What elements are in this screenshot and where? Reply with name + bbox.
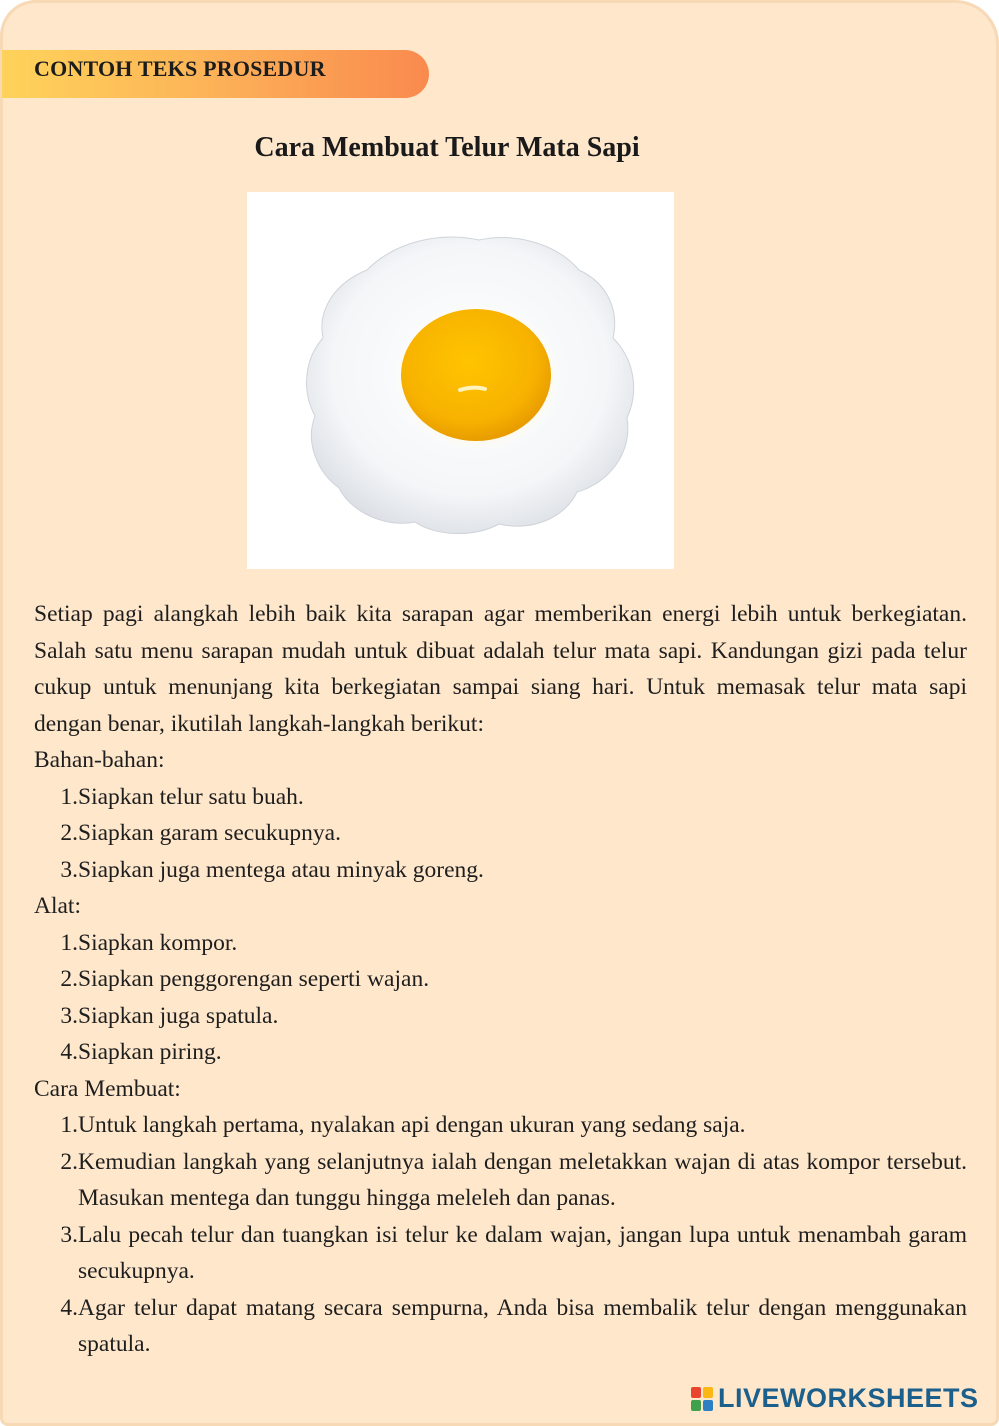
section-label-steps: Cara Membuat: [34,1075,181,1102]
list-item: 3. Siapkan juga spatula. [60,1002,279,1029]
fried-egg-icon [247,192,674,569]
ingredients-list [34,779,967,889]
intro-paragraph: Setiap pagi alangkah lebih baik kita sarapan agar memberikan energi lebih untuk berkegiatan. Salah satu menu sarapan mudah untuk dibuat adalah telur mata sapi. Kandungan gizi pada telur cukup untuk menunjang kita berkegiatan sampai siang hari. Untuk memasak telur mata sapi dengan benar, ikutilah langkah-langkah berikut: [34,601,967,737]
list-item: 1. Siapkan telur satu buah. [60,783,304,810]
ingredients-section [34,742,967,888]
procedure-text [34,596,967,1363]
steps-list [34,1107,967,1363]
tools-section [34,888,967,1071]
section-label-ingredients: Bahan-bahan: [34,747,165,773]
egg-yolk [401,309,551,441]
list-item: 3. Siapkan juga mentega atau minyak goreng. [60,856,484,883]
list-item: 4. Siapkan piring. [60,1039,222,1065]
tools-list [34,925,967,1071]
list-item: 2. Siapkan penggorengan seperti wajan. [60,966,430,992]
steps-section [34,1071,967,1363]
list-item: 1. Siapkan kompor. [60,929,238,956]
fried-egg-image [247,192,674,569]
banner-label: CONTOH TEKS PROSEDUR [34,56,326,81]
list-item: 1. Untuk langkah pertama, nyalakan api dengan ukuran yang sedang saja. [60,1112,746,1138]
list-item: 4. Agar telur dapat matang secara sempurna, Anda bisa membalik telur dengan menggunakan spatula. [60,1294,967,1357]
list-item: 2. Siapkan garam secukupnya. [60,820,341,846]
watermark-text: LIVEWORKSHEETS [718,1383,979,1413]
watermark [690,1383,979,1414]
page-title: Cara Membuat Telur Mata Sapi [254,132,640,163]
list-item: 3. Lalu pecah telur dan tuangkan isi telur ke dalam wajan, jangan lupa untuk menambah garam secukupnya. [60,1221,967,1284]
liveworksheets-logo-icon [690,1386,714,1412]
section-label-tools: Alat: [34,893,81,919]
list-item: 2. Kemudian langkah yang selanjutnya ialah dengan meletakkan wajan di atas kompor tersebut. Masukan mentega dan tunggu hingga meleleh dan panas. [60,1148,967,1211]
